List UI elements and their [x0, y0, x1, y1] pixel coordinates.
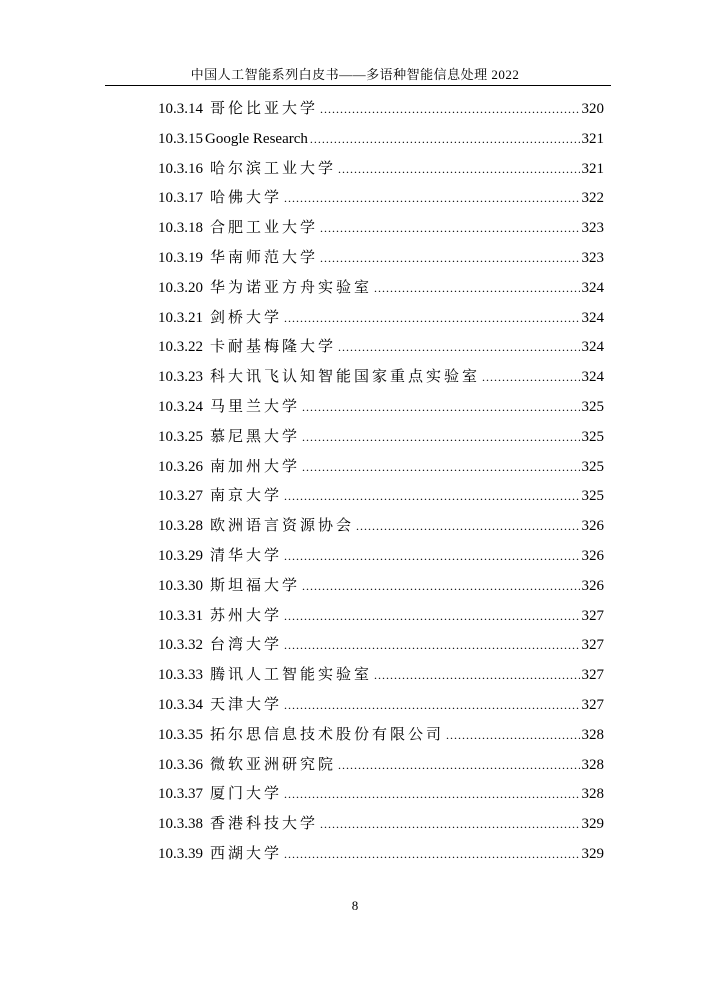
- dot-leader: [338, 751, 579, 781]
- toc-entry[interactable]: [158, 780, 604, 810]
- toc-entry-title: 西湖大学: [210, 845, 283, 862]
- toc-entry-title: 斯坦福大学: [210, 577, 301, 594]
- toc-entry-page: 323: [581, 249, 604, 266]
- toc-entry-number: 10.3.26: [158, 458, 203, 475]
- dot-leader: [284, 691, 579, 721]
- dot-leader: [284, 542, 579, 572]
- toc-entry-page: 325: [581, 398, 604, 415]
- toc-entry[interactable]: [158, 155, 604, 185]
- toc-entry-page: 326: [581, 547, 604, 564]
- toc-entry-page: 326: [581, 518, 604, 535]
- toc-entry-number: 10.3.39: [158, 845, 203, 862]
- toc-entry-page: 329: [581, 845, 604, 862]
- toc-entry-title: 厦门大学: [210, 786, 283, 803]
- dot-leader: [338, 155, 579, 185]
- toc-entry[interactable]: [158, 840, 604, 870]
- toc-entry-number: 10.3.30: [158, 577, 203, 594]
- dot-leader: [320, 244, 579, 274]
- toc-entry-number: 10.3.25: [158, 428, 203, 445]
- toc-entry-title: 慕尼黑大学: [210, 428, 301, 445]
- dot-leader: [284, 602, 579, 632]
- dot-leader: [374, 661, 579, 691]
- toc-entry-title: 腾讯人工智能实验室: [210, 667, 373, 684]
- toc-entry-title: 合肥工业大学: [210, 220, 319, 237]
- toc-entry-page: 325: [581, 458, 604, 475]
- toc-entry-title: 天津大学: [210, 696, 283, 713]
- toc-entry-title: 马里兰大学: [210, 398, 301, 415]
- toc-entry-page: 321: [581, 130, 604, 147]
- toc-entry-page: 325: [581, 488, 604, 505]
- toc-entry-number: 10.3.37: [158, 786, 203, 803]
- dot-leader: [320, 95, 579, 125]
- toc-entry-page: 327: [581, 667, 604, 684]
- toc-entry-title: 南加州大学: [210, 458, 301, 475]
- dot-leader: [338, 333, 579, 363]
- toc-entry-title: 哥伦比亚大学: [210, 101, 319, 117]
- toc-entry-page: 324: [581, 369, 604, 386]
- toc-entry-title: Google Research: [205, 130, 308, 147]
- toc-entry[interactable]: [158, 304, 604, 334]
- toc-entry-page: 327: [581, 696, 604, 713]
- toc-entry[interactable]: [158, 453, 604, 483]
- toc-entry[interactable]: [158, 572, 604, 602]
- toc-entry-number: 10.3.35: [158, 726, 203, 743]
- dot-leader: [284, 184, 579, 214]
- toc-entry-number: 10.3.38: [158, 816, 203, 833]
- toc-entry-title: 科大讯飞认知智能国家重点实验室: [210, 369, 481, 386]
- toc-entry-title: 南京大学: [210, 488, 283, 505]
- toc-entry[interactable]: [158, 363, 604, 393]
- toc-entry-page: 328: [581, 726, 604, 743]
- dot-leader: [302, 423, 579, 453]
- toc-entry-title: 微软亚洲研究院: [210, 756, 337, 773]
- page-number: 8: [351, 898, 359, 913]
- toc-entry-page: 324: [581, 309, 604, 326]
- toc-entry-number: 10.3.36: [158, 756, 203, 773]
- dot-leader: [320, 810, 579, 840]
- toc-entry[interactable]: [158, 512, 604, 542]
- toc-entry[interactable]: [158, 661, 604, 691]
- toc-entry-page: 321: [581, 160, 604, 177]
- toc-entry-page: 328: [581, 756, 604, 773]
- toc-entry-title: 香港科技大学: [210, 816, 319, 833]
- toc-entry-number: 10.3.19: [158, 249, 203, 266]
- running-header: 中国人工智能系列白皮书——多语种智能信息处理 2022: [190, 67, 520, 82]
- toc-entry[interactable]: [158, 751, 604, 781]
- toc-entry-number: 10.3.23: [158, 369, 203, 386]
- dot-leader: [284, 482, 579, 512]
- toc-entry-number: 10.3.18: [158, 220, 203, 237]
- toc-entry[interactable]: [158, 631, 604, 661]
- toc-entry-number: 10.3.17: [158, 190, 203, 207]
- toc-entry[interactable]: [158, 482, 604, 512]
- toc-entry-number: 10.3.27: [158, 488, 203, 505]
- dot-leader: [284, 840, 579, 870]
- toc-entry-page: 322: [581, 190, 604, 207]
- toc-entry-title: 华为诺亚方舟实验室: [210, 279, 373, 296]
- toc-entry[interactable]: [158, 125, 604, 155]
- toc-entry-title: 苏州大学: [210, 607, 283, 624]
- dot-leader: [284, 304, 579, 334]
- toc-entry-title: 台湾大学: [210, 637, 283, 654]
- toc-entry-number: 10.3.15: [158, 130, 203, 147]
- toc-entry[interactable]: [158, 393, 604, 423]
- toc-entry-page: 323: [581, 220, 604, 237]
- toc-entry[interactable]: [158, 333, 604, 363]
- toc-entry[interactable]: [158, 95, 604, 125]
- toc-entry-page: 328: [581, 786, 604, 803]
- toc-entry[interactable]: [158, 274, 604, 304]
- toc-entry[interactable]: [158, 721, 604, 751]
- toc-entry-title: 剑桥大学: [210, 309, 283, 326]
- toc-entry[interactable]: [158, 810, 604, 840]
- toc-entry-page: 320: [581, 101, 604, 117]
- toc-entry-number: 10.3.32: [158, 637, 203, 654]
- toc-entry-number: 10.3.33: [158, 667, 203, 684]
- toc-entry[interactable]: [158, 214, 604, 244]
- toc-entry-page: 325: [581, 428, 604, 445]
- toc-entry[interactable]: [158, 423, 604, 453]
- toc-entry-title: 哈尔滨工业大学: [210, 160, 337, 177]
- toc-entry-number: 10.3.14: [158, 101, 203, 117]
- toc-entry-page: 326: [581, 577, 604, 594]
- toc-entry[interactable]: [158, 691, 604, 721]
- dot-leader: [374, 274, 579, 304]
- dot-leader: [302, 572, 579, 602]
- dot-leader: [320, 214, 579, 244]
- toc-entry-title: 哈佛大学: [210, 190, 283, 207]
- dot-leader: [302, 453, 579, 483]
- toc-entry-page: 327: [581, 607, 604, 624]
- toc-entry-number: 10.3.28: [158, 518, 203, 535]
- toc-entry-number: 10.3.22: [158, 339, 203, 356]
- toc-entry-number: 10.3.29: [158, 547, 203, 564]
- dot-leader: [284, 780, 579, 810]
- toc-entry-number: 10.3.24: [158, 398, 203, 415]
- toc-entry-title: 华南师范大学: [210, 249, 319, 266]
- toc-entry-number: 10.3.20: [158, 279, 203, 296]
- toc-entry-number: 10.3.16: [158, 160, 203, 177]
- dot-leader: [302, 393, 579, 423]
- toc-entry-number: 10.3.34: [158, 696, 203, 713]
- toc-entry[interactable]: [158, 244, 604, 274]
- dot-leader: [310, 125, 580, 155]
- toc-entry-title: 欧洲语言资源协会: [210, 518, 355, 535]
- toc-entry-page: 324: [581, 279, 604, 296]
- toc-entry-page: 324: [581, 339, 604, 356]
- toc-entry-number: 10.3.21: [158, 309, 203, 326]
- table-of-contents: [158, 95, 604, 870]
- toc-entry-page: 327: [581, 637, 604, 654]
- toc-entry-page: 329: [581, 816, 604, 833]
- toc-entry-number: 10.3.31: [158, 607, 203, 624]
- dot-leader: [284, 631, 579, 661]
- dot-leader: [482, 363, 579, 393]
- toc-entry[interactable]: [158, 602, 604, 632]
- toc-entry[interactable]: [158, 184, 604, 214]
- dot-leader: [356, 512, 579, 542]
- toc-entry[interactable]: [158, 542, 604, 572]
- toc-entry-title: 拓尔思信息技术股份有限公司: [210, 726, 445, 743]
- dot-leader: [446, 721, 579, 751]
- toc-entry-title: 卡耐基梅隆大学: [210, 339, 337, 356]
- header-rule: [105, 85, 611, 86]
- toc-entry-title: 清华大学: [210, 547, 283, 564]
